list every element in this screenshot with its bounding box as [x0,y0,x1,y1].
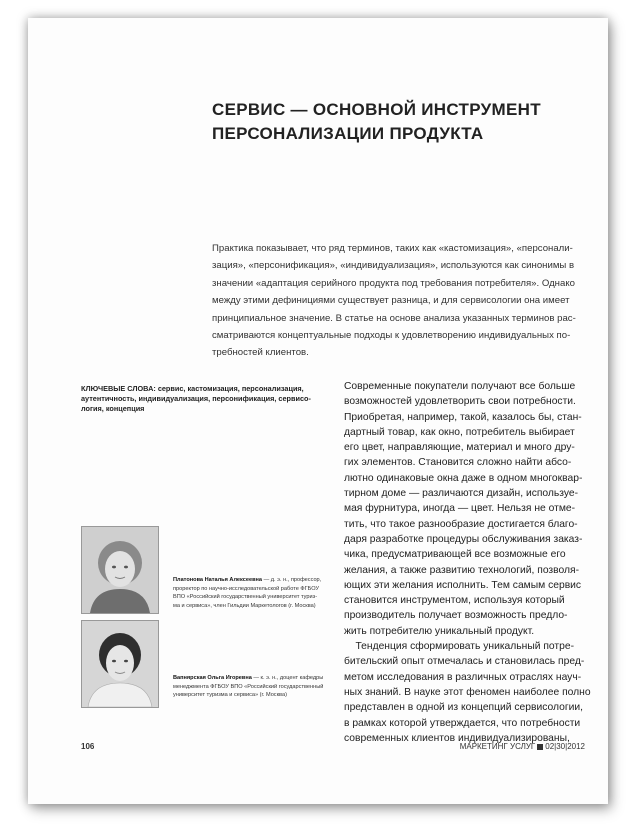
square-icon [537,744,543,750]
journal-issue: 02|30|2012 [545,742,585,751]
body-line: Приобретая, например, такой, казалось бы, стан- [344,411,582,423]
author-info [173,674,363,700]
author-detail: менеджмента ФГБОУ ВПО «Российский государственный [173,683,324,690]
keywords-line: аутентичность, индивидуализация, персонификация, сервисо- [81,394,311,404]
author-photo [81,526,159,614]
body-line: ющих эти желания исполнить. Тем самым сервис [344,579,582,591]
portrait-image [82,527,158,613]
author-detail: — д. э. н., профессор, [262,577,322,583]
body-line: представлен в одной из концепций сервисологии, [344,702,583,714]
body-line: его цвет, направляющие, материал и много дру- [344,442,575,454]
body-line: жить потребителю уникальный продукт. [344,625,535,637]
author-info [173,576,363,610]
abstract-line: между этими дефинициями существует разница, и для сервисологии она имеет [212,295,570,307]
body-line: чика, предусматривающей все возможные его [344,549,566,561]
abstract-line: требностей клиентов. [212,347,309,359]
author-detail: проректор по научно-исследовательской работе ФГБОУ [173,585,320,592]
keywords-line: логия, концепция [81,404,145,414]
body-line: метом исследования в различных отраслях науч- [344,671,582,683]
author-name: Платонова Наталья Алексеевна [173,577,263,583]
body-line: Тенденция сформировать уникальный потре- [344,641,575,653]
page-number: 106 [81,742,95,751]
article-abstract [212,240,582,362]
body-line: тить, что такое разнообразие достигается благо- [344,518,578,530]
body-line: ных знаний. В науке этот феномен наиболее полно [344,686,591,698]
body-line: Современные покупатели получают все больше [344,381,576,392]
body-line: производитель получает возможность предло- [344,610,568,622]
journal-footer [460,742,585,751]
body-line: дартный товар, как окно, потребитель выбирает [344,426,575,438]
article-body [344,379,594,746]
author-detail: ВПО «Российский государственный университет туриз- [173,594,318,601]
journal-page [28,18,608,804]
abstract-line: значении «адаптация серийного продукта под требования потребителя». Однако [212,277,575,289]
body-line: становится инструментом, используя который [344,595,565,607]
body-line: гих элементов. Становится сложно найти абсо- [344,457,572,469]
body-line: тирном доме — различаются дизайн, используе- [344,488,579,500]
author-detail: — к. э. н., доцент кафедры [251,675,324,681]
body-line: бительский опыт отмечалась и становилась пред- [344,656,585,668]
title-line: СЕРВИС — ОСНОВНОЙ ИНСТРУМЕНТ [212,100,541,119]
author-detail: университет туризма и сервиса» (г. Москва) [173,692,287,699]
abstract-line: принципиальное значение. В статье на основе анализа указанных терминов рас- [212,312,576,324]
body-line: мая фурнитура, иногда — цвет. Нельзя не отме- [344,503,576,515]
author-name: Вапнярская Ольга Игоревна [173,675,252,681]
body-line: современных клиентов индивидуализированы, [344,732,570,744]
author-detail: ма и сервиса», член Гильдии Маркетологов (г. Москва) [173,602,316,609]
body-line: желания, а также развитию технологий, позволя- [344,564,580,576]
article-title [212,98,572,146]
abstract-line: зация», «персонификация», «индивидуализация», используются как синонимы в [212,260,575,272]
body-line: в рамках которой утверждается, что потребности [344,717,581,729]
title-line: ПЕРСОНАЛИЗАЦИИ ПРОДУКТА [212,124,484,143]
keywords [81,384,321,415]
abstract-line: сматриваются концептуальные подходы к удовлетворению индивидуальных по- [212,330,571,342]
abstract-line: Практика показывает, что ряд терминов, таких как «кастомизация», «персонали- [212,243,573,254]
keywords-line: КЛЮЧЕВЫЕ СЛОВА: сервис, кастомизация, персонализация, [81,384,304,393]
portrait-image [82,621,158,707]
body-line: даря разработке процедуры обслуживания заказ- [344,533,583,545]
journal-name: МАРКЕТИНГ УСЛУГ [459,742,536,751]
body-line: возможностей удовлетворить свои потребности. [344,396,576,408]
author-photo [81,620,159,708]
body-line: лютно одинаковые окна даже в одном многоквар- [344,472,583,484]
